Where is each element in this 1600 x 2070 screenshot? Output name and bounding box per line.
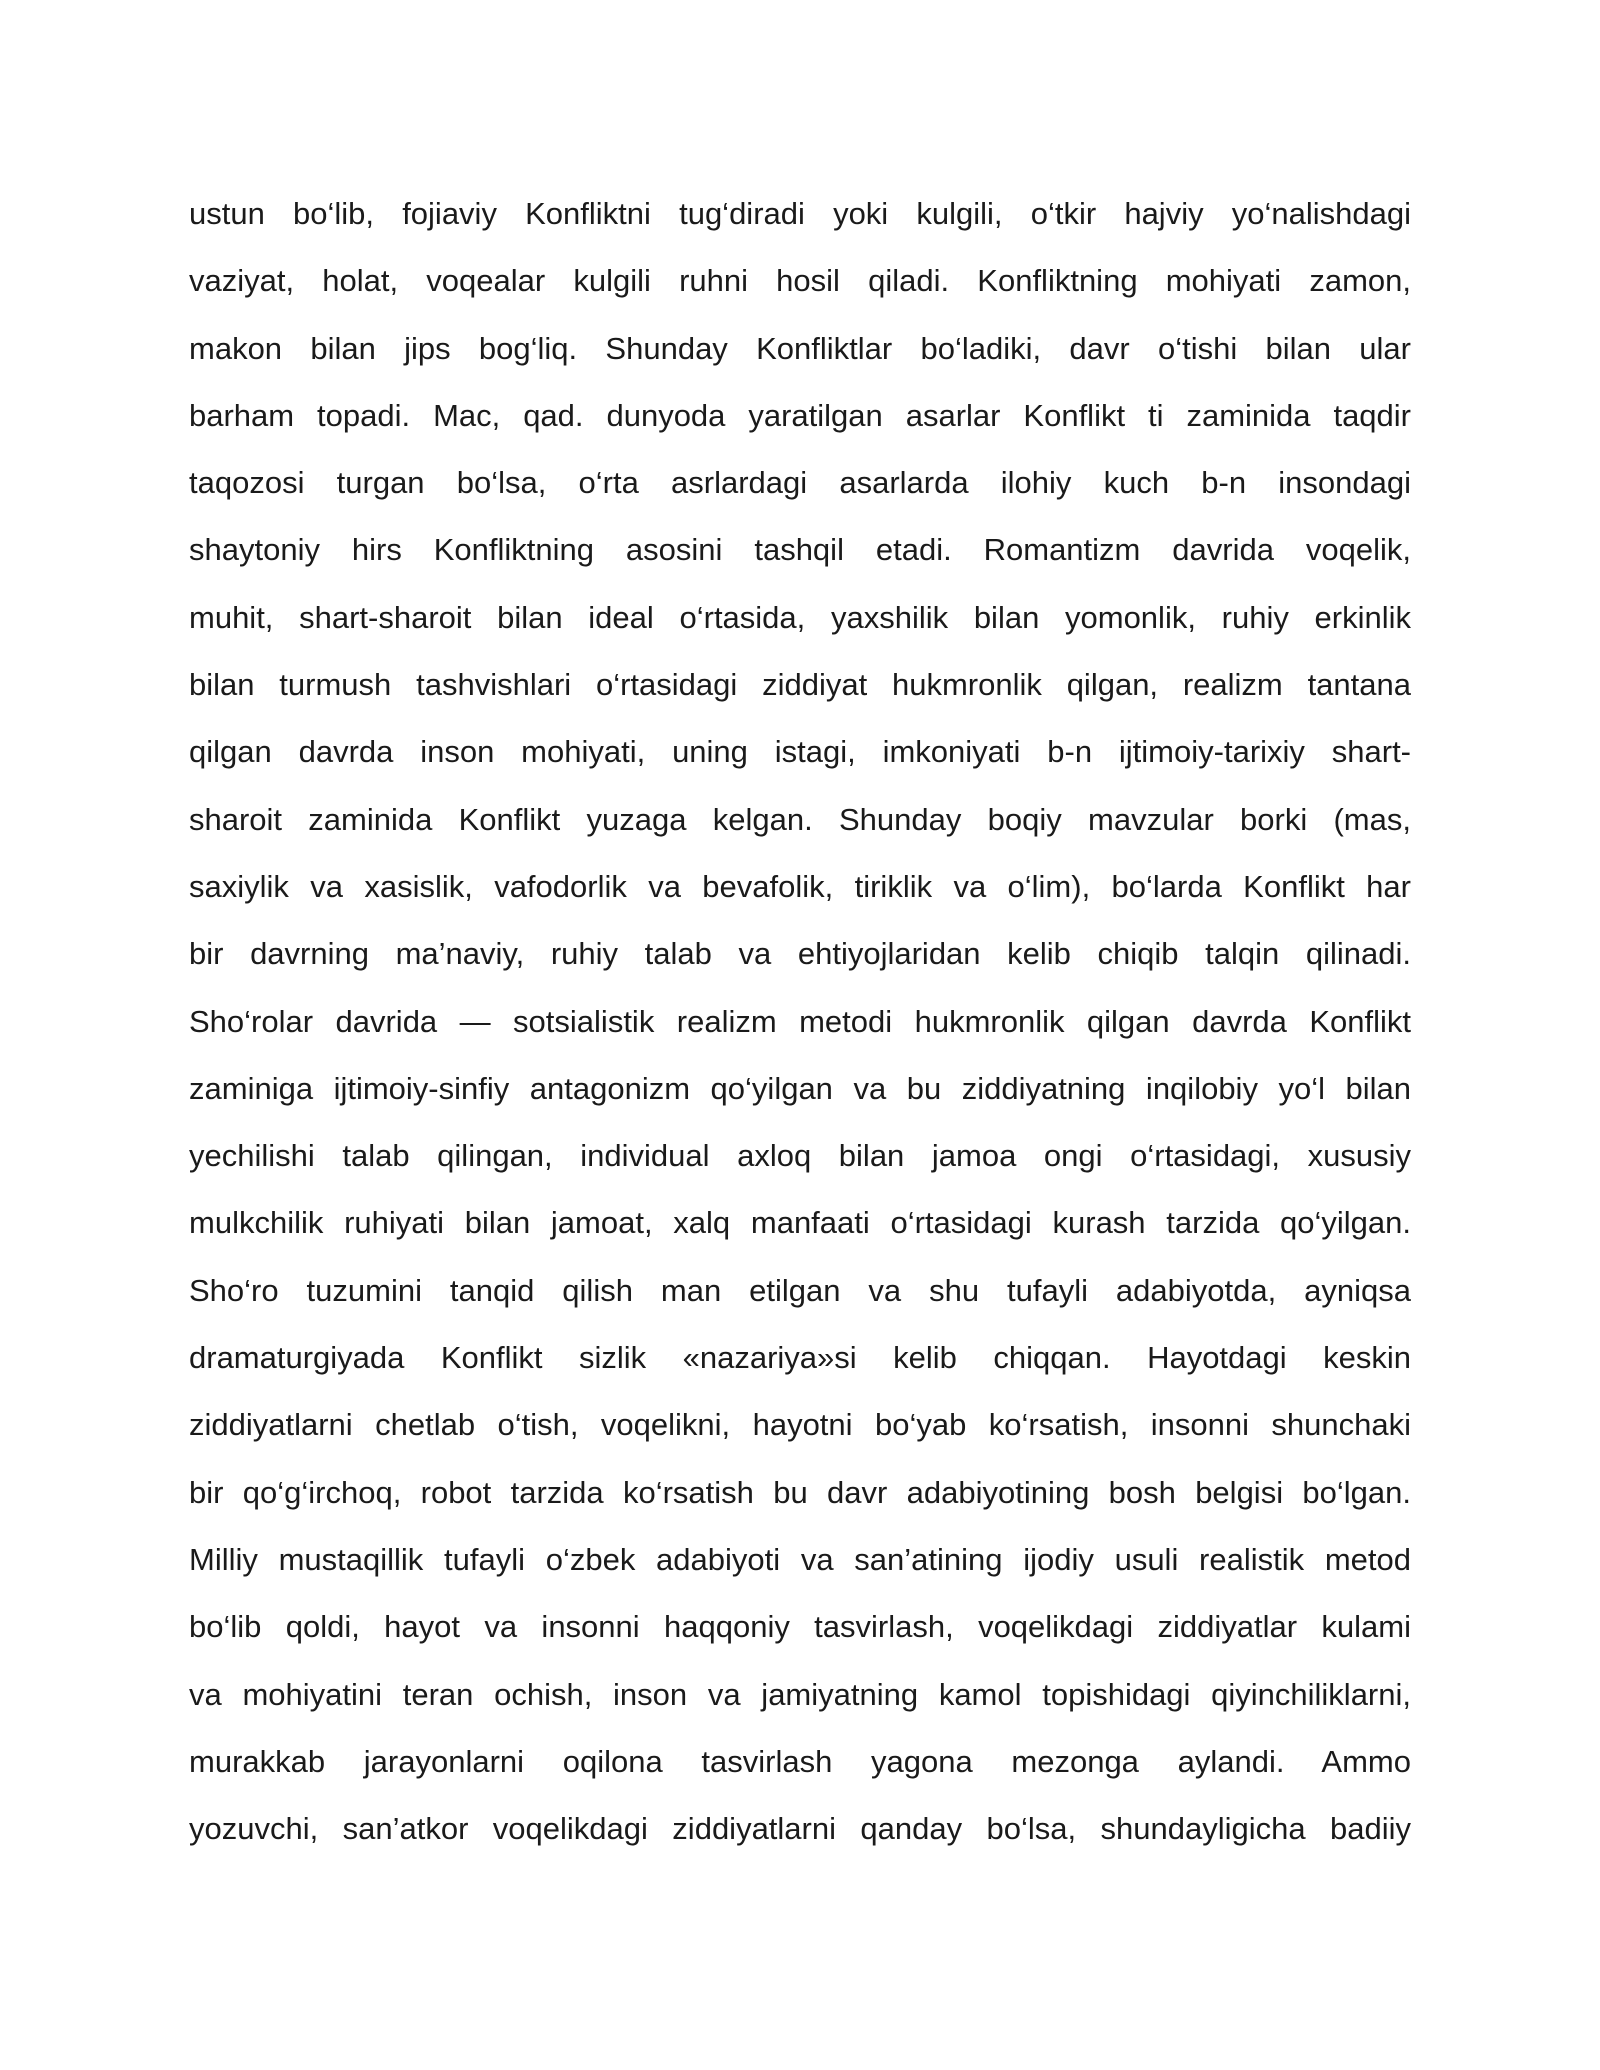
text-line: qilgan davrda inson mohiyati, uning istagi, imkoniyati b-n ijtimoiy-tarixiy shart- <box>189 734 1411 770</box>
body-text <box>189 180 1411 1862</box>
text-line: muhit, shart-sharoit bilan ideal o‘rtasida, yaxshilik bilan yomonlik, ruhiy erkinlik <box>189 599 1411 635</box>
text-line: zaminiga ijtimoiy-sinfiy antagonizm qo‘yilgan va bu ziddiyatning inqilobiy yo‘l bilan <box>189 1070 1411 1106</box>
text-line: bilan turmush tashvishlari o‘rtasidagi ziddiyat hukmronlik qilgan, realizm tantana <box>189 667 1411 703</box>
text-line: saxiylik va xasislik, vafodorlik va bevafolik, tiriklik va o‘lim), bo‘larda Konflikt har <box>189 868 1411 904</box>
text-line: bir qo‘g‘irchoq, robot tarzida ko‘rsatish bu davr adabiyotining bosh belgisi bo‘lgan. <box>189 1474 1411 1510</box>
text-line: ustun bo‘lib, fojiaviy Konfliktni tug‘diradi yoki kulgili, o‘tkir hajviy yo‘nalishdagi <box>189 196 1411 231</box>
text-line: bir davrning ma’naviy, ruhiy talab va ehtiyojlaridan kelib chiqib talqin qilinadi. <box>189 936 1411 972</box>
text-line: yechilishi talab qilingan, individual axloq bilan jamoa ongi o‘rtasidagi, xususiy <box>189 1138 1411 1174</box>
text-line: shaytoniy hirs Konfliktning asosini tashqil etadi. Romantizm davrida voqelik, <box>189 532 1411 568</box>
text-line: murakkab jarayonlarni oqilona tasvirlash yagona mezonga aylandi. Ammo <box>189 1743 1411 1779</box>
text-line: barham topadi. Mac, qad. dunyoda yaratilgan asarlar Konflikt ti zaminida taqdir <box>189 397 1411 433</box>
text-line: yozuvchi, san’atkor voqelikdagi ziddiyatlarni qanday bo‘lsa, shundayligicha badiiy <box>189 1811 1411 1847</box>
text-line: va mohiyatini teran ochish, inson va jamiyatning kamol topishidagi qiyinchiliklarni, <box>189 1676 1411 1712</box>
text-line: vaziyat, holat, voqealar kulgili ruhni hosil qiladi. Konfliktning mohiyati zamon, <box>189 263 1411 299</box>
text-line: mulkchilik ruhiyati bilan jamoat, xalq manfaati o‘rtasidagi kurash tarzida qo‘yilgan. <box>189 1205 1411 1241</box>
text-line: bo‘lib qoldi, hayot va insonni haqqoniy tasvirlash, voqelikdagi ziddiyatlar kulami <box>189 1609 1411 1645</box>
text-line: Milliy mustaqillik tufayli o‘zbek adabiyoti va san’atining ijodiy usuli realistik metod <box>189 1541 1411 1577</box>
text-line: Sho‘ro tuzumini tanqid qilish man etilgan va shu tufayli adabiyotda, ayniqsa <box>189 1272 1411 1308</box>
text-line: sharoit zaminida Konflikt yuzaga kelgan. Shunday boqiy mavzular borki (mas, <box>189 801 1411 837</box>
text-line: dramaturgiyada Konflikt sizlik «nazariya»si kelib chiqqan. Hayotdagi keskin <box>189 1340 1411 1376</box>
text-line: makon bilan jips bog‘liq. Shunday Konfliktlar bo‘ladiki, davr o‘tishi bilan ular <box>189 330 1411 366</box>
text-line: taqozosi turgan bo‘lsa, o‘rta asrlardagi asarlarda ilohiy kuch b-n insondagi <box>189 465 1411 501</box>
text-line: Sho‘rolar davrida — sotsialistik realizm metodi hukmronlik qilgan davrda Konflikt <box>189 1003 1411 1039</box>
text-line: ziddiyatlarni chetlab o‘tish, voqelikni, hayotni bo‘yab ko‘rsatish, insonni shunchaki <box>189 1407 1411 1443</box>
